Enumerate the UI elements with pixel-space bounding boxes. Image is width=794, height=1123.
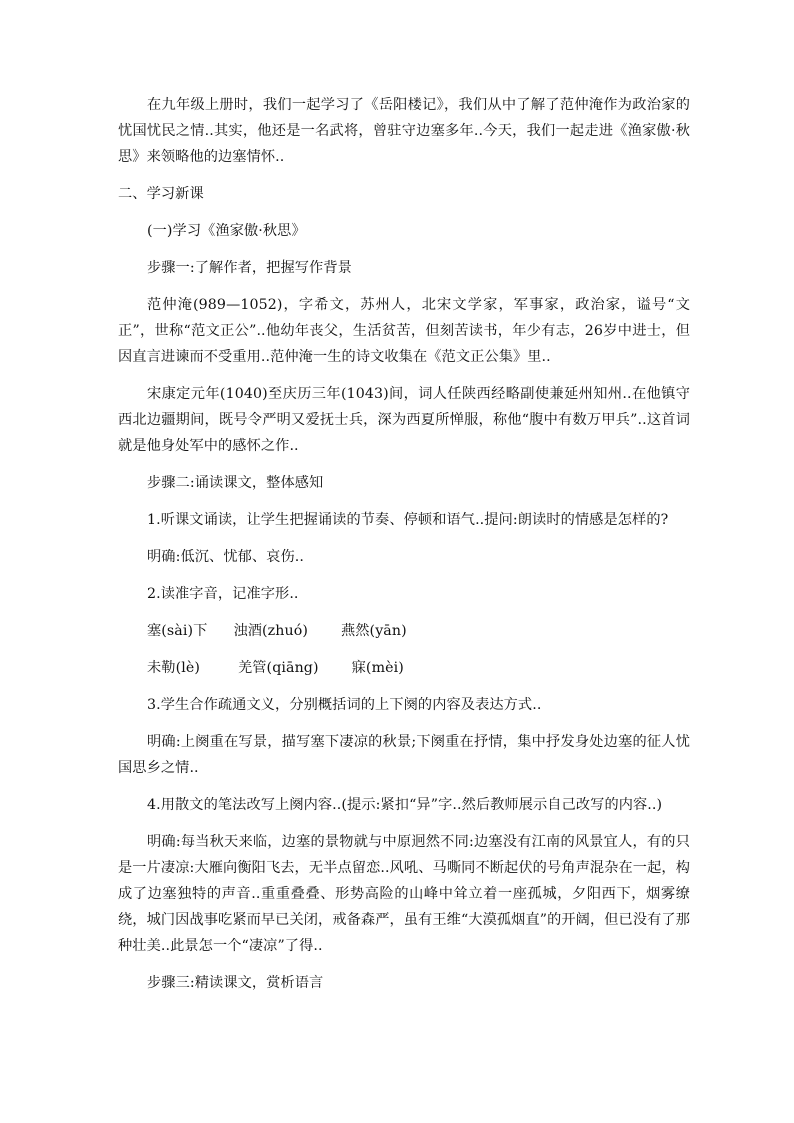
pinyin-row-2 bbox=[118, 655, 690, 681]
step-two-heading: 步骤二:诵读课文，整体感知 bbox=[147, 475, 324, 491]
step-one-heading: 步骤一:了解作者，把握写作背景 bbox=[147, 260, 352, 276]
item-3-translation: 3.学生合作疏通文义，分别概括词的上下阕的内容及表达方式.. bbox=[147, 697, 542, 713]
pinyin-word: 燕然(yān) bbox=[340, 623, 407, 639]
background-paragraph: 宋康定元年(1040)至庆历三年(1043)间，词人任陕西经略副使兼延州知州..在他镇守西北边疆期间，既号令严明又爱抚士兵，深为西夏所惮服，称他“腹中有数万甲兵”..这首词就是他身处军中的感怀之作.. bbox=[118, 386, 690, 454]
intro-paragraph: 在九年级上册时，我们一起学习了《岳阳楼记》，我们从中了解了范仲淹作为政治家的忧国忧民之情..其实，他还是一名武将，曾驻守边塞多年..今天，我们一起走进《渔家傲·秋思》来领略他的边塞情怀.. bbox=[118, 97, 690, 165]
document-body bbox=[118, 92, 690, 1007]
section-heading-learn-new-lesson: 二、学习新课 bbox=[118, 186, 204, 202]
pinyin-word: 塞(sài)下 bbox=[147, 623, 208, 639]
answer-3: 明确:上阕重在写景，描写塞下凄凉的秋景;下阕重在抒情，集中抒发身处边塞的征人忧国思乡之情.. bbox=[118, 734, 690, 776]
answer-1: 明确:低沉、忧郁、哀伤.. bbox=[147, 549, 304, 565]
item-1-listen: 1.听课文诵读，让学生把握诵读的节奏、停顿和语气..提问:朗读时的情感是怎样的? bbox=[147, 512, 669, 528]
pinyin-word: 羌管(qiāng) bbox=[237, 660, 319, 676]
pinyin-word: 寐(mèi) bbox=[351, 660, 404, 676]
pinyin-row-1 bbox=[118, 618, 690, 644]
pinyin-word: 浊酒(zhuó) bbox=[233, 623, 308, 639]
pinyin-word: 未勒(lè) bbox=[147, 660, 200, 676]
author-paragraph: 范仲淹(989—1052)，字希文，苏州人，北宋文学家，军事家，政治家，谥号“文正”，世称“范文正公”..他幼年丧父，生活贫苦，但刻苦读书，年少有志，26岁中进士，但因直言进谏而不受重用..范仲淹一生的诗文收集在《范文正公集》里.. bbox=[118, 297, 690, 365]
item-2-pronunciation: 2.读准字音，记准字形.. bbox=[147, 586, 299, 602]
subsection-heading-poem: (一)学习《渔家傲·秋思》 bbox=[147, 223, 306, 239]
step-three-heading: 步骤三:精读课文，赏析语言 bbox=[147, 975, 324, 991]
item-4-rewrite: 4.用散文的笔法改写上阕内容..(提示:紧扣“异”字..然后教师展示自己改写的内容..) bbox=[147, 797, 663, 813]
answer-4: 明确:每当秋天来临，边塞的景物就与中原迥然不同:边塞没有江南的风景宜人，有的只是一片凄凉:大雁向衡阳飞去，无半点留恋..风吼、马嘶同不断起伏的号角声混杂在一起，构成了边塞独特的声音..重重叠叠、形势高险的山峰中耸立着一座孤城，夕阳西下，烟雾缭绕，城门因战事吃紧而早已关闭，戒备森严，虽有王维“大漠孤烟直”的开阔，但已没有了那种壮美..此景怎一个“凄凉”了得.. bbox=[118, 834, 690, 954]
